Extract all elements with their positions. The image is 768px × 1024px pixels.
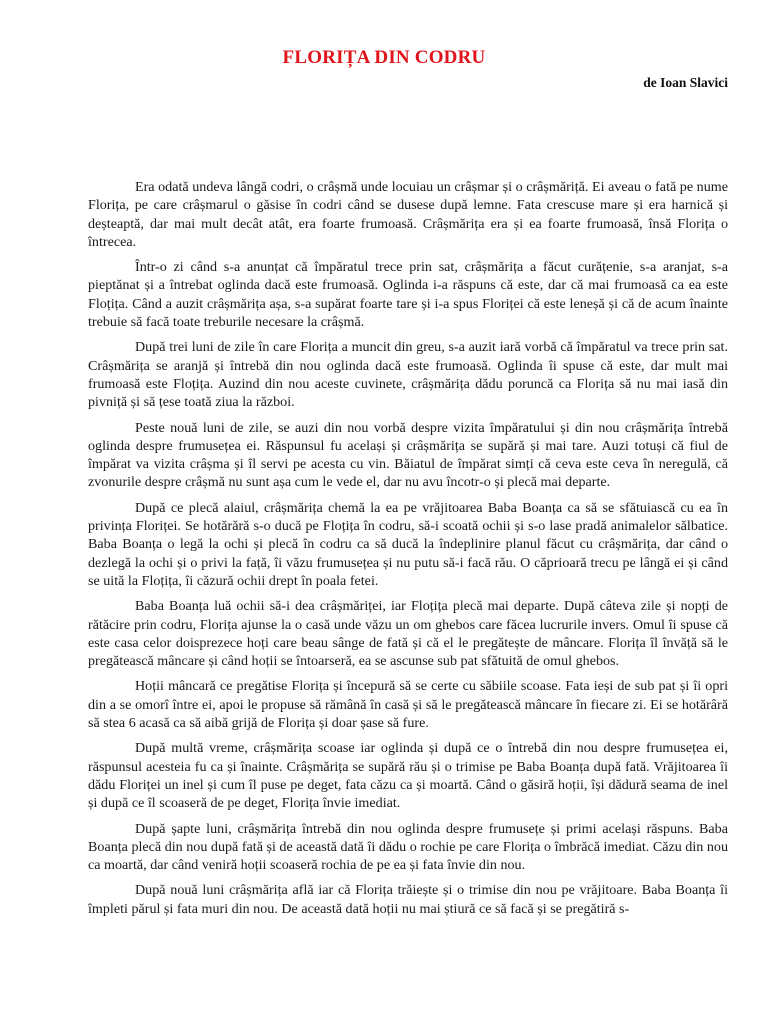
paragraph: Într-o zi când s-a anunțat că împăratul trece prin sat, crâșmărița a făcut curățenie, s-a aranjat, s-a pieptănat și a întrebat oglinda dacă este frumoasă. Oglinda i-a răspuns că este, dar că mai frumoasă ca ea este Floțița. Când a auzit crâșmărița așa, s-a supărat foarte tare și i-a spus Floriței că este leneșă și că de acum înainte trebuie să facă toate treburile necesare la crâșmă.: [88, 259, 728, 331]
paragraph: După nouă luni crâșmărița află iar că Florița trăiește și o trimise din nou pe vrăjitoare. Baba Boanța îi împleti părul și fata muri din nou. De această dată hoții nu mai știură ce să facă și se pregătiră s-: [88, 882, 728, 917]
paragraph: După șapte luni, crâșmărița întrebă din nou oglinda despre frumusețe și primi același răspuns. Baba Boanța plecă din nou după fată și de această dată îi dădu o rochie pe care Florița o îmbrăcă imediat. Căzu din nou ca moartă, dar când veniră hoții scoaseră rochia de pe ea și fata învie din nou.: [88, 820, 728, 874]
paragraph: Hoții mâncară ce pregătise Florița și începură să se certe cu săbiile scoase. Fata ieși de sub pat și îi opri din a se omorî între ei, apoi le propuse să rămână în casă și să le pregătească mâncare în fiecare zi. Ei se hotărâră să stea 6 acasă ca să aibă grijă de Florița și doar șase să fure.: [88, 678, 728, 732]
paragraph: După multă vreme, crâșmărița scoase iar oglinda și după ce o întrebă din nou despre frumusețea ei, răspunsul acesteia fu ca și înainte. Crâșmărița se supără rău și o trimise pe Baba Boanța după fată. Vrăjitoarea îi dădu Floriței un inel și cum îl puse pe deget, fata căzu ca și moartă. Când o găsiră hoții, își dădură seama de inel și după ce îl scoaseră de pe deget, Florița învie imediat.: [88, 740, 728, 812]
paragraph: După trei luni de zile în care Florița a muncit din greu, s-a auzit iară vorbă că împăratul va trece prin sat. Crâșmărița se aranjă și întrebă din nou oglinda dacă este frumoasă. Oglinda îi spuse că este, dar mult mai frumoasă este Floțița. Auzind din nou aceste cuvinete, crâșmărița dădu poruncă ca Florița să nu mai iasă din pivniță și să țese toată ziua la război.: [88, 339, 728, 411]
document-author: de Ioan Slavici: [643, 75, 728, 90]
paragraph: Peste nouă luni de zile, se auzi din nou vorbă despre vizita împăratului și din nou crâșmărița întrebă oglinda despre frumusețea ei. Răspunsul fu același și crâșmărița se supără și mai tare. Auzi totuși că fiul de împărat va vizita crâșma și îl servi pe acesta cu vin. Băiatul de împărat simți că ceva este ceva în neregulă, că zvonurile despre crâșmă nu sunt așa cum le vede el, dar nu avu încotr-o și plecă mai departe.: [88, 419, 728, 491]
document-title: FLORIȚA DIN CODRU: [282, 47, 486, 68]
paragraph: Baba Boanța luă ochii să-i dea crâșmăriței, iar Floțița plecă mai departe. După câteva zile și nopți de rătăcire prin codru, Florița ajunse la o casă unde văzu un om ghebos care făcea lucrurile invers. Omul îi spuse că este casa celor doisprezece hoți care beau sânge de fată și că el le pregătește de mâncare. Florița îl învăță să le pregătească mâncare și când hoții se întoarseră, ea se ascunse sub pat sfătuită de omul ghebos.: [88, 598, 728, 670]
paragraph: Era odată undeva lângă codri, o crâșmă unde locuiau un crâșmar și o crâșmăriță. Ei aveau o fată pe nume Florița, pe care crâșmarul o găsise în codri când se dusese după lemne. Fata crescuse mare și era harnică și deșteaptă, dar mai mult decât atât, era foarte frumoasă. Crâșmărița era și ea foarte frumoasă, însă Florița o întrecea.: [88, 179, 728, 250]
document-body: [88, 178, 728, 925]
paragraph: După ce plecă alaiul, crâșmărița chemă la ea pe vrăjitoarea Baba Boanța ca să se sfătuiască cu ea în privința Floriței. Se hotărără s-o ducă pe Floțița în codru, să-i scoată ochii și s-o lase pradă animalelor sălbatice. Baba Boanța o legă la ochi și plecă în codru ca să ducă la îndeplinire planul făcut cu crâșmărița, dar când o dezlegă la ochi și o privi la față, îi văzu frumusețea și nu putu să-i facă rău. O căprioară trecu pe lângă ei și când se uită la Floțița, îi căzură ochii drept în poala fetei.: [88, 499, 728, 589]
